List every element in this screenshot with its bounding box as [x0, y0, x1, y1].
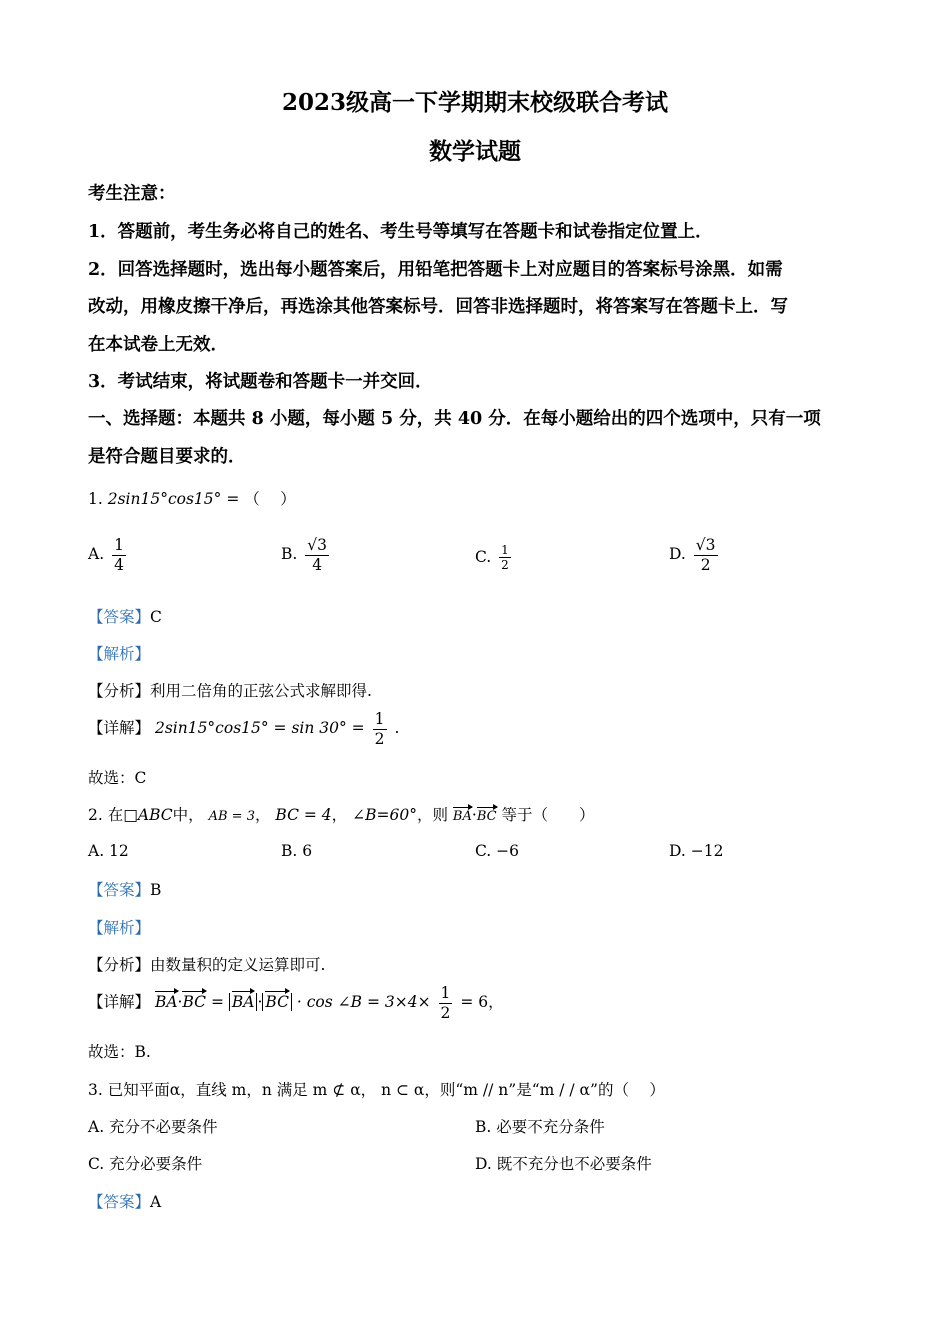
q2-option-d: D. −12 — [669, 842, 724, 860]
q2-answer — [88, 878, 161, 900]
q1-option-b-label: B. — [281, 545, 298, 564]
q1-detail-fraction — [373, 710, 387, 748]
frac-den: 2 — [374, 729, 385, 748]
q1-paren: （ ） — [244, 490, 296, 508]
detail-label: 【详解】 — [88, 719, 151, 738]
q1-choose: 故选：C — [88, 769, 147, 787]
q2-vector-bc: BC — [477, 805, 497, 824]
fenxi-label: 【分析】 — [88, 682, 151, 700]
q2-abs-ba — [229, 993, 258, 1011]
q1-detail-end: . — [394, 719, 400, 738]
exam-title: 2023级高一下学期期末校级联合考试 — [281, 89, 668, 116]
q1-option-c-label: C. — [475, 547, 492, 566]
q2-stem-end: 等于（ ） — [501, 806, 595, 824]
notice-item-3: 3．考试结束，将试题卷和答题卡一并交回． — [88, 372, 433, 392]
q2-dot: · — [471, 806, 477, 824]
frac-num: 1 — [114, 536, 124, 554]
q2-option-c: C. −6 — [475, 842, 520, 860]
frac-num: √3 — [695, 536, 716, 554]
q2-option-b: B. 6 — [281, 842, 313, 860]
q2-abs-vector-bc: BC — [265, 989, 289, 1011]
q2-bc: BC = 4 — [275, 806, 332, 824]
q1-option-a-fraction — [112, 536, 126, 574]
notice-item-1: 1．答题前，考生务必将自己的姓名、考生号等填写在答题卡和试卷指定位置上． — [88, 222, 713, 242]
q3-option-c: C. 充分必要条件 — [88, 1155, 203, 1173]
q1-expression: 2sin15°cos15° = — [107, 490, 240, 508]
q2-abs-vector-ba: BA — [232, 989, 255, 1011]
q3-answer-value: A — [150, 1193, 162, 1211]
q1-option-a-label: A. — [88, 545, 105, 564]
frac-den: 4 — [114, 555, 124, 574]
q1-option-c — [475, 543, 514, 573]
section-1-line-1: 一、选择题：本题共 8 小题，每小题 5 分，共 40 分．在每小题给出的四个选项中，只有一项 — [88, 409, 821, 429]
notice-item-2-line-3: 在本试卷上无效． — [88, 335, 228, 355]
q3-answer — [88, 1190, 161, 1212]
q1-fenxi — [88, 679, 372, 701]
q3-stem-text: 已知平面α，直线 m，n 满足 m ⊄ α， n ⊂ α，则“m // n”是“m / / α”的（ ） — [107, 1081, 665, 1099]
q2-answer-value: B — [150, 881, 162, 899]
exam-subject: 数学试题 — [429, 138, 521, 165]
q1-fenxi-text: 利用二倍角的正弦公式求解即得. — [150, 682, 372, 700]
notice-item-2-line-2: 改动，用橡皮擦干净后，再选涂其他答案标号．回答非选择题时，将答案写在答题卡上．写 — [88, 297, 788, 317]
q1-option-c-fraction — [499, 543, 511, 573]
notice-item-2-line-1: 2．回答选择题时，选出每小题答案后，用铅笔把答题卡上对应题目的答案标号涂黑．如需 — [88, 260, 783, 280]
frac-num: 1 — [374, 710, 385, 728]
q1-option-b — [281, 536, 332, 574]
q2-detail-vector-bc: BC — [182, 989, 206, 1011]
detail-label: 【详解】 — [88, 993, 151, 1012]
q1-option-b-fraction — [305, 536, 329, 574]
q1-stem — [88, 487, 296, 509]
fenxi-label: 【分析】 — [88, 956, 151, 974]
q1-answer — [88, 605, 162, 627]
q3-option-a: A. 充分不必要条件 — [88, 1118, 218, 1136]
q3-number: 3. — [88, 1081, 103, 1099]
q2-detail: 【详解】 BA·BC = BA · BC · cos ∠B = 3×4× $\frac{1}{2}$ = 6， — [88, 984, 504, 1022]
q1-detail-expr: 2sin15°cos15° = sin 30° = — [154, 719, 365, 738]
frac-num: 1 — [440, 984, 451, 1002]
q2-stem — [88, 803, 595, 825]
q1-option-d-fraction — [694, 536, 718, 574]
q1-analysis-label: 【解析】 — [88, 645, 151, 663]
q2-fenxi — [88, 953, 325, 975]
q2-ab: AB = 3 — [208, 809, 255, 824]
q2-fenxi-text: 由数量积的定义运算即可. — [150, 956, 326, 974]
q2-detail-fraction — [439, 984, 453, 1022]
q1-option-a — [88, 536, 129, 574]
q2-detail-vector-ba: BA — [155, 989, 178, 1011]
q3-option-d: D. 既不充分也不必要条件 — [475, 1155, 652, 1173]
q2-stem-pre: 在 — [107, 806, 124, 824]
section-1-line-2: 是符合题目要求的． — [88, 447, 246, 467]
notice-heading: 考生注意： — [88, 184, 176, 204]
frac-den: 2 — [501, 558, 509, 573]
frac-num: 1 — [501, 543, 509, 557]
q2-sep2: ， — [331, 806, 348, 824]
q2-triangle: □ABC — [123, 806, 173, 824]
q2-detail-end: = 6， — [460, 993, 504, 1012]
q2-analysis-label: 【解析】 — [88, 919, 151, 937]
q1-detail — [88, 710, 399, 748]
answer-label: 【答案】 — [88, 608, 151, 626]
frac-den: 4 — [312, 555, 323, 574]
q1-option-d-label: D. — [669, 545, 686, 564]
q2-choose: 故选：B. — [88, 1043, 151, 1061]
q1-option-d — [669, 536, 721, 574]
q2-angle: ∠B=60° — [352, 806, 417, 824]
q2-option-a: A. 12 — [88, 842, 129, 860]
q2-detail-rest: · cos ∠B = 3×4× — [296, 993, 431, 1012]
q2-abs-bc — [262, 993, 292, 1011]
answer-label: 【答案】 — [88, 881, 151, 899]
q3-option-b: B. 必要不充分条件 — [475, 1118, 605, 1136]
q2-stem-mid1: 中， — [172, 806, 204, 824]
frac-num: √3 — [307, 536, 328, 554]
frac-den: 2 — [440, 1003, 451, 1022]
q2-detail-dot: · — [177, 993, 183, 1012]
q2-vector-ba: BA — [453, 805, 472, 824]
frac-den: 2 — [700, 555, 711, 574]
q2-sep1: ， — [254, 806, 271, 824]
q3-stem — [88, 1078, 665, 1100]
q2-detail-dot2: · — [257, 993, 263, 1012]
q1-number: 1. — [88, 490, 103, 508]
q2-stem-mid2: ，则 — [416, 806, 448, 824]
answer-label: 【答案】 — [88, 1193, 151, 1211]
q2-number: 2. — [88, 806, 103, 824]
q1-answer-value: C — [150, 608, 162, 626]
